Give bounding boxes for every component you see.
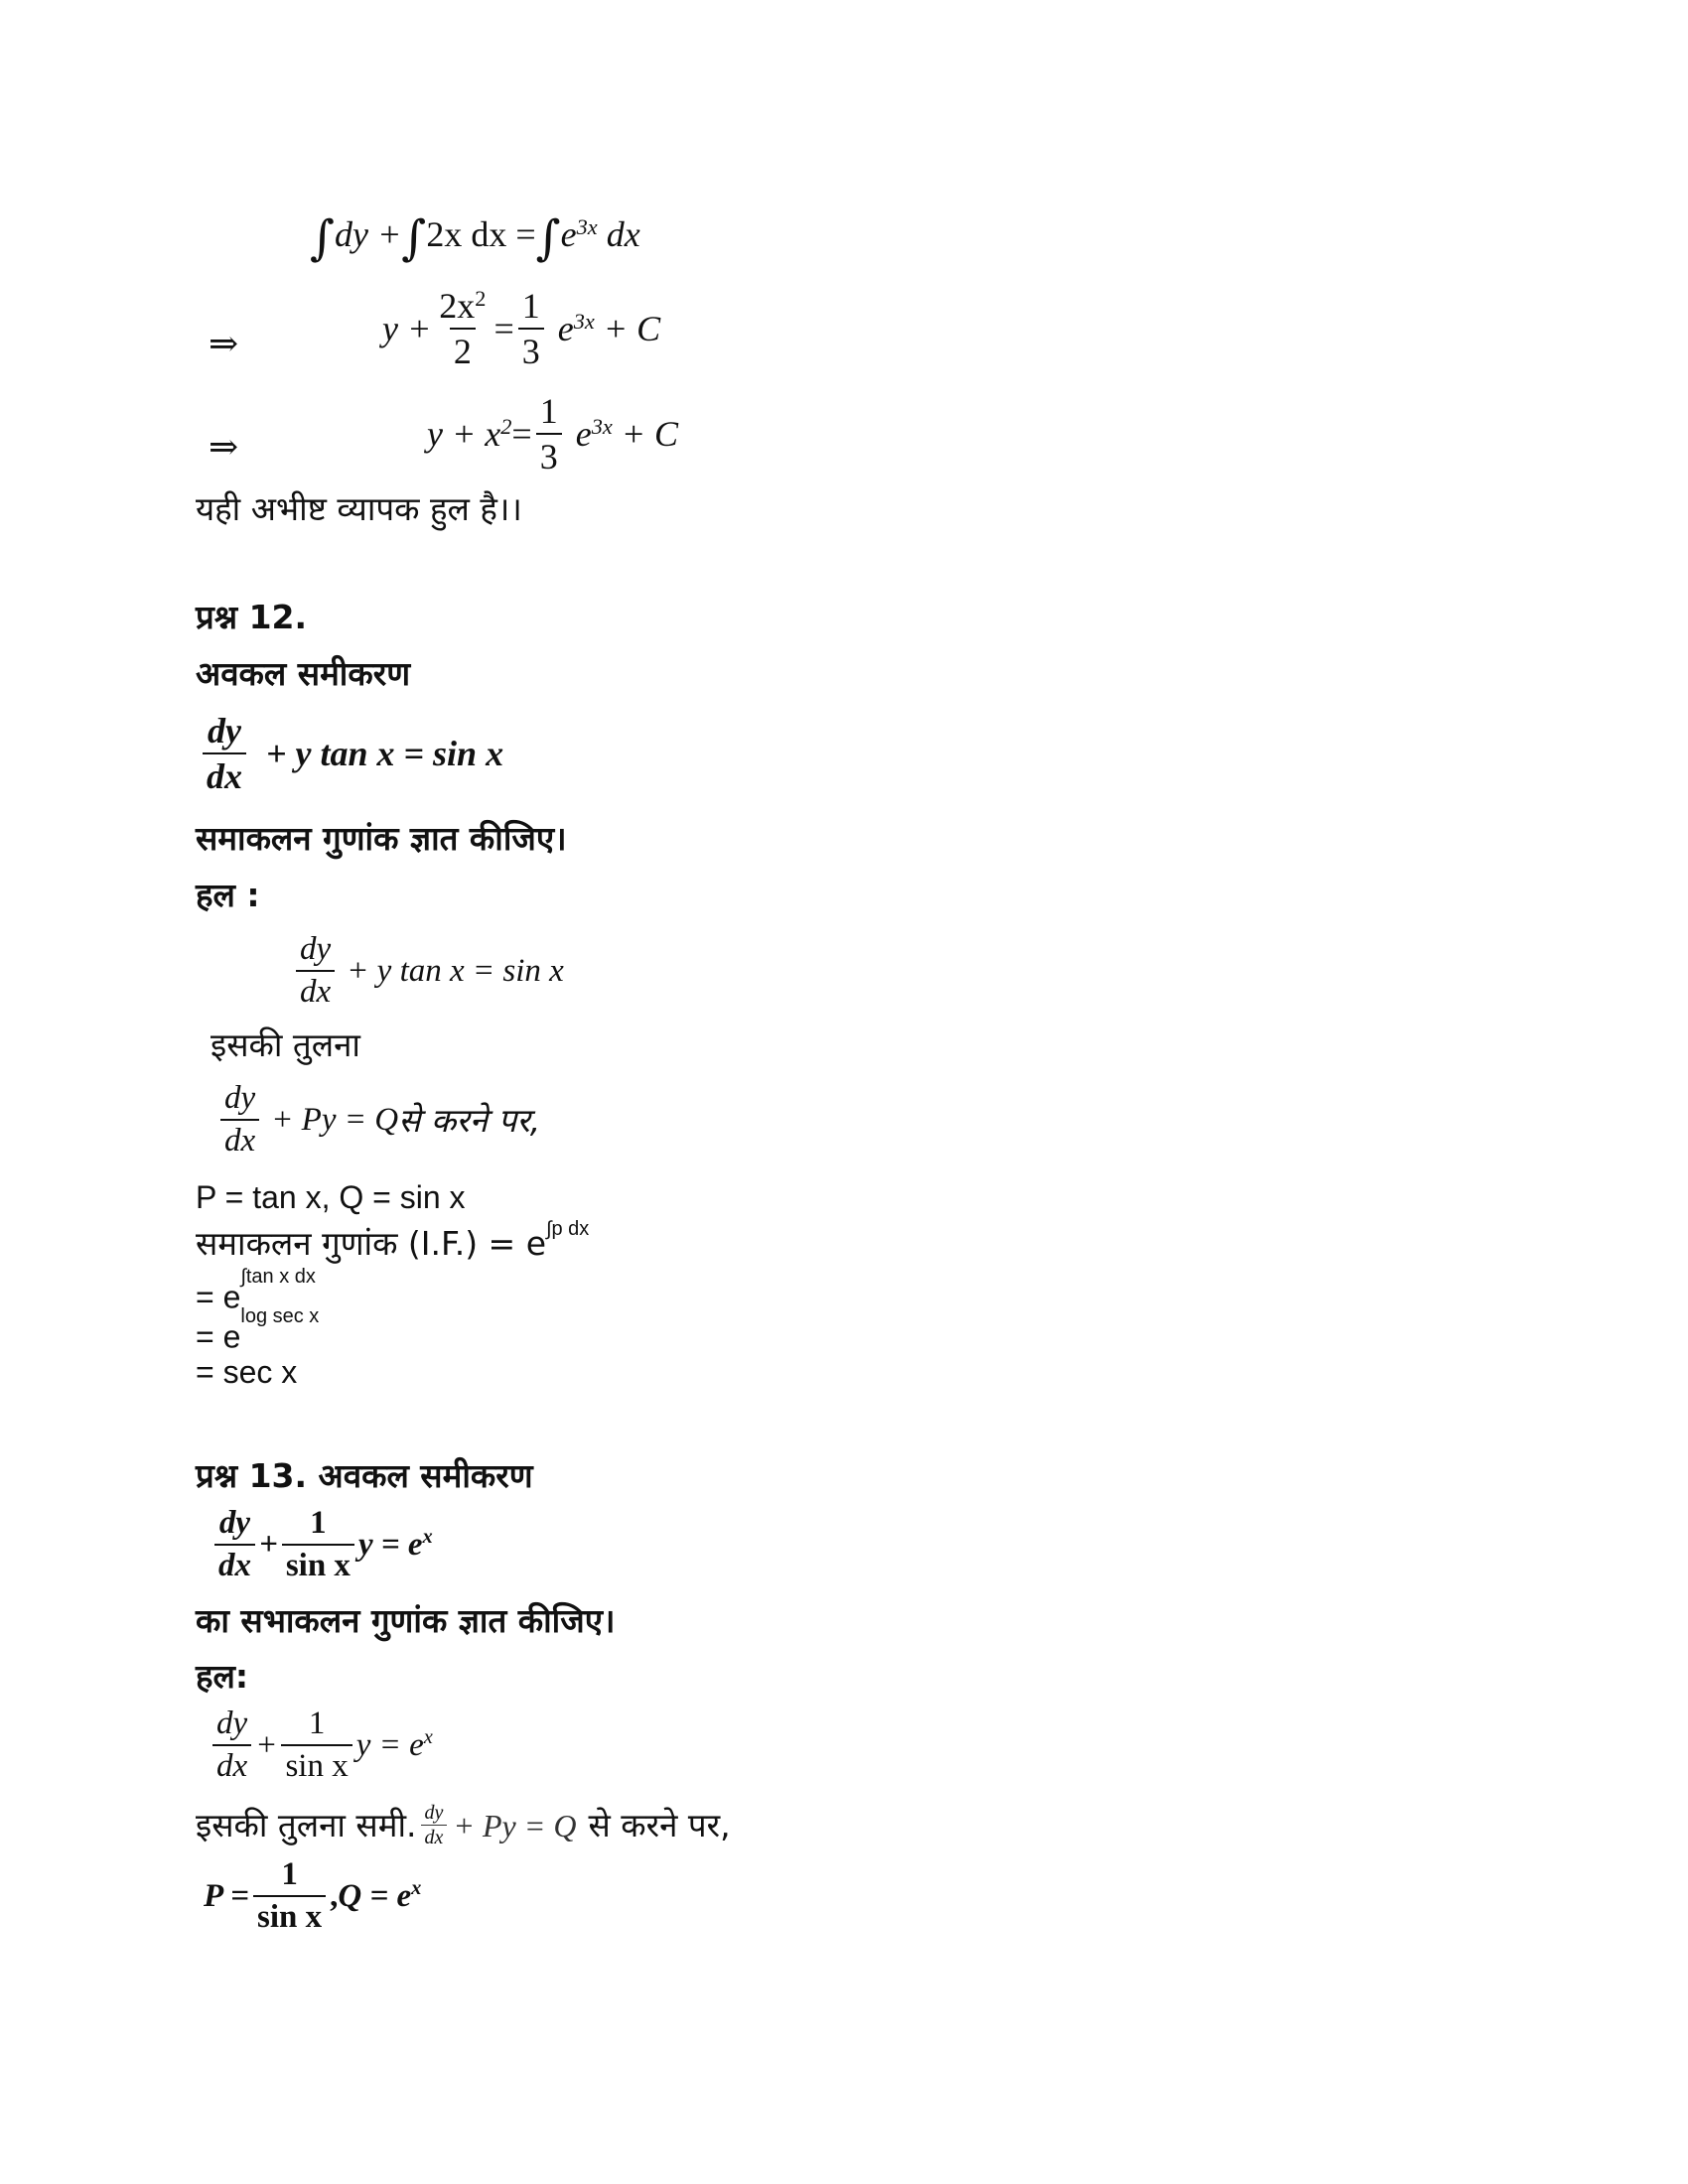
compare-pre: इसकी तुलना समी. [196,1806,417,1844]
q-value: $Q = e^x$ [338,1877,422,1914]
integrating-factor-line: समाकलन गुणांक $(I.F.) = e^{\int p dx}$ [196,1217,590,1263]
if-step-1: = $e^{\int tan x dx}$ [196,1266,316,1315]
integral-term-2: 2x dx = [426,214,536,254]
integral-sign: ∫ [310,210,336,266]
integral-term-3: $e^{3x}$ dx [560,213,640,254]
equation-rest: $y = e^x$ [357,1526,433,1563]
equals-sign: = [493,309,514,348]
fraction-1-over-sinx: $\frac{1}{\text{sin x}}$ [281,1707,352,1783]
compare-equation [216,1082,540,1158]
question-12-heading: प्रश्न 12. [196,598,308,636]
question-12-prompt: समाकलन गुणांक ज्ञात कीजिए। [196,819,567,858]
question-12-equation [199,713,503,794]
p-label: P = [204,1877,249,1914]
implies-arrow: ⇒ [209,324,239,363]
eq2-lhs: y + [382,309,432,348]
q13-solution-equation [209,1707,433,1783]
fraction-one-third: $\frac{1}{3}$ [536,393,562,475]
plus-sign: + [259,1526,278,1563]
eq3-lhs: $y + x^2$ [427,413,512,454]
plus-sign: + [255,1726,278,1763]
pq-values: P = tan x, Q = sin x [196,1179,466,1215]
fraction-1-over-sinx: $\frac{1}{\text{sin x}}$ [253,1858,326,1934]
integral-term-1: dy + [335,214,402,254]
equation-step-3 [427,393,678,475]
equation-rest: $y = e^x$ [355,1726,433,1763]
integral-sign: ∫ [401,210,427,266]
question-13-heading: प्रश्न 13. अवकल समीकरण [196,1456,533,1495]
fraction-2x2-over-2: $\frac{2x^2}{2}$ [439,285,487,371]
integral-sign: ∫ [535,210,561,266]
equation-integral [310,210,640,266]
equation-rest: + Py = Q [271,1101,399,1138]
q13-compare-line [196,1803,731,1847]
comma: , [330,1877,339,1914]
fraction-dy-dx: $\frac{dy}{dx}$ [212,1707,251,1783]
small-fraction-dy-dx: $\frac{dy}{dx}$ [421,1803,448,1847]
compare-mid: + Py = Q [453,1807,577,1843]
equation-step-2 [382,285,661,371]
equation-rest: + y tan x = sin x [347,952,564,989]
solution-label: हल: [196,1657,249,1696]
q13-pq-values [204,1858,421,1934]
eq2-rhs: $e^{3x} + C$ [557,308,661,348]
solution-equation [292,933,564,1009]
solution-label: हल : [196,876,260,914]
fraction-one-third: $\frac{1}{3}$ [518,288,544,369]
fraction-1-over-sinx: $\frac{1}{\text{sin x}}$ [282,1507,354,1582]
compare-text: इसकी तुलना [211,1025,360,1064]
fraction-dy-dx: $\frac{dy}{dx}$ [214,1507,255,1582]
conclusion-text: यही अभीष्ट व्यापक हुल है।। [196,489,522,528]
compare-hindi: से करने पर, [398,1100,541,1140]
equation-rest: + y tan x = sin x [266,734,504,773]
fraction-dy-dx: $\frac{dy}{dx}$ [203,713,246,794]
implies-arrow: ⇒ [209,427,239,467]
eq3-rhs: $e^{3x} + C$ [575,413,679,454]
equals-sign: = [511,414,532,454]
if-step-2: = $e^{log sec x}$ [196,1305,320,1355]
fraction-dy-dx: $\frac{dy}{dx}$ [296,933,335,1009]
fraction-dy-dx: $\frac{dy}{dx}$ [220,1082,259,1158]
if-step-3: = sec x [196,1354,298,1390]
compare-post: से करने पर, [588,1806,731,1844]
question-13-equation [211,1507,433,1582]
question-12-subheading: अवकल समीकरण [196,654,411,693]
question-13-prompt: का सभाकलन गुणांक ज्ञात कीजिए। [196,1601,616,1640]
